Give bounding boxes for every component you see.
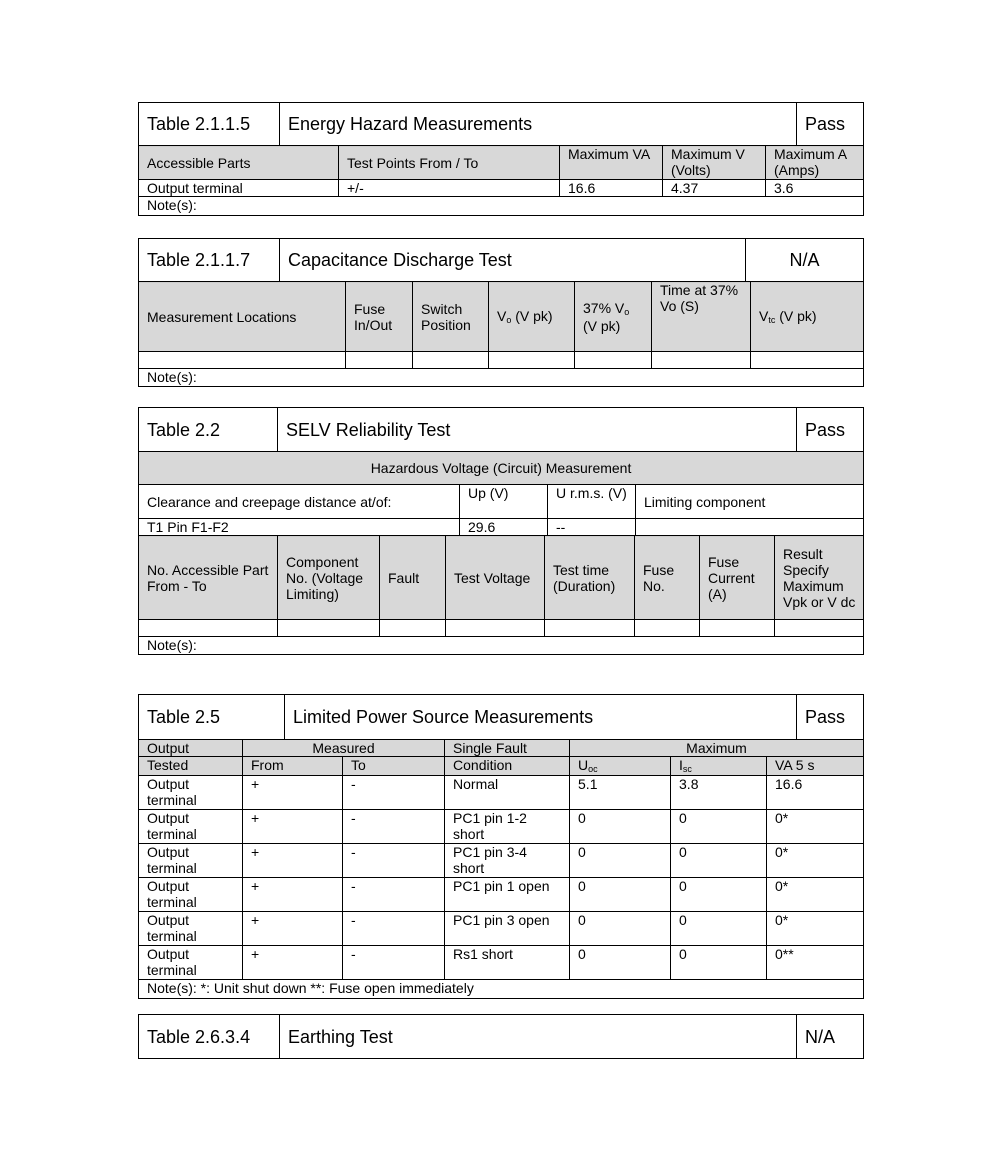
- cell: +: [243, 946, 343, 980]
- col-header: Output: [139, 740, 243, 757]
- cell: 16.6: [767, 776, 864, 810]
- col-header-uoc: $U_{oc}$: [570, 757, 671, 776]
- table-verdict: Pass: [797, 408, 864, 452]
- table-selv-reliability: [138, 407, 863, 655]
- cell: 0: [570, 844, 671, 878]
- col-header: Accessible Parts: [139, 146, 339, 180]
- table-row: [139, 810, 864, 844]
- cell: Output terminal: [139, 878, 243, 912]
- cell: 5.1: [570, 776, 671, 810]
- cell: 0*: [767, 810, 864, 844]
- col-header: Up (V): [460, 485, 548, 519]
- cell: 0*: [767, 912, 864, 946]
- col-header: Maximum A (Amps): [766, 146, 864, 180]
- col-header: From: [243, 757, 343, 776]
- table-energy-hazard: [138, 102, 863, 216]
- col-header-vo: $V_o$ (V pk): [489, 282, 575, 352]
- col-header: Test Points From / To: [339, 146, 560, 180]
- table-verdict: N/A: [797, 1015, 864, 1059]
- cell: 0: [671, 912, 767, 946]
- cell: 3.8: [671, 776, 767, 810]
- col-header-isc: $I_{sc}$: [671, 757, 767, 776]
- cell: +: [243, 810, 343, 844]
- col-header: Maximum VA: [560, 146, 663, 180]
- cell: PC1 pin 1-2 short: [445, 810, 570, 844]
- table-title: Limited Power Source Measurements: [285, 695, 797, 740]
- cell: Output terminal: [139, 810, 243, 844]
- cell: 0: [671, 946, 767, 980]
- cell: 0: [671, 810, 767, 844]
- cell: 16.6: [560, 180, 663, 197]
- cell: PC1 pin 1 open: [445, 878, 570, 912]
- table-row: [139, 352, 864, 369]
- cell: 29.6: [460, 519, 548, 536]
- cell: --: [548, 519, 636, 536]
- col-header: To: [343, 757, 445, 776]
- cell: PC1 pin 3-4 short: [445, 844, 570, 878]
- cell: -: [343, 844, 445, 878]
- cell: Normal: [445, 776, 570, 810]
- table-number: Table 2.5: [139, 695, 285, 740]
- table-note: Note(s):: [139, 637, 864, 655]
- col-header: VA 5 s: [767, 757, 864, 776]
- cell: -: [343, 776, 445, 810]
- cell: Rs1 short: [445, 946, 570, 980]
- col-header: Result Specify Maximum Vpk or V dc: [775, 536, 864, 620]
- subtitle: Hazardous Voltage (Circuit) Measurement: [139, 452, 864, 485]
- cell: +: [243, 878, 343, 912]
- col-header: Test time (Duration): [545, 536, 635, 620]
- cell: Output terminal: [139, 946, 243, 980]
- cell: -: [343, 946, 445, 980]
- col-header: Tested: [139, 757, 243, 776]
- col-header: Test Voltage: [446, 536, 545, 620]
- col-header: Fault: [380, 536, 446, 620]
- col-header: Switch Position: [413, 282, 489, 352]
- cell: -: [343, 810, 445, 844]
- table-note: Note(s): *: Unit shut down **: Fuse open immediately: [139, 980, 864, 999]
- table-row: [139, 844, 864, 878]
- cell: 4.37: [663, 180, 766, 197]
- cell: +: [243, 776, 343, 810]
- table-title: Capacitance Discharge Test: [280, 239, 746, 282]
- col-header: Maximum V (Volts): [663, 146, 766, 180]
- table-row: [139, 912, 864, 946]
- cell: 0: [570, 878, 671, 912]
- table-title: Energy Hazard Measurements: [280, 103, 797, 146]
- table-row: [139, 776, 864, 810]
- cell: +: [243, 844, 343, 878]
- table-title: Earthing Test: [280, 1015, 797, 1059]
- table-limited-power-source: [138, 694, 863, 999]
- cell: +: [243, 912, 343, 946]
- cell: PC1 pin 3 open: [445, 912, 570, 946]
- table-note: Note(s):: [139, 369, 864, 387]
- col-header: Limiting component: [636, 485, 864, 519]
- table-row: [139, 946, 864, 980]
- cell: Output terminal: [139, 776, 243, 810]
- cell: Output terminal: [139, 180, 339, 197]
- cell: -: [343, 912, 445, 946]
- table-number: Table 2.1.1.7: [139, 239, 280, 282]
- table-number: Table 2.6.3.4: [139, 1015, 280, 1059]
- cell: [636, 519, 864, 536]
- cell: 0**: [767, 946, 864, 980]
- col-header: Measured: [243, 740, 445, 757]
- table-number: Table 2.2: [139, 408, 278, 452]
- col-header: Fuse In/Out: [346, 282, 413, 352]
- col-header: Maximum: [570, 740, 864, 757]
- cell: 0: [671, 844, 767, 878]
- col-header: U r.m.s. (V): [548, 485, 636, 519]
- col-header: Measurement Locations: [139, 282, 346, 352]
- cell: 0*: [767, 878, 864, 912]
- cell: 0*: [767, 844, 864, 878]
- cell: 0: [570, 912, 671, 946]
- col-header: Single Fault: [445, 740, 570, 757]
- col-header-vtc: $V_{tc}$ (V pk): [751, 282, 864, 352]
- table-row: [139, 180, 864, 197]
- table-row: [139, 519, 864, 536]
- table-row: [139, 878, 864, 912]
- cell: Output terminal: [139, 844, 243, 878]
- col-header-v37: 37% $V_o$ (V pk): [575, 282, 652, 352]
- table-number: Table 2.1.1.5: [139, 103, 280, 146]
- cell: 3.6: [766, 180, 864, 197]
- col-header: Fuse No.: [635, 536, 700, 620]
- clearance-label: Clearance and creepage distance at/of:: [139, 485, 460, 519]
- table-title: SELV Reliability Test: [278, 408, 797, 452]
- col-header: Time at 37% Vo (S): [652, 282, 751, 352]
- col-header: Condition: [445, 757, 570, 776]
- cell: -: [343, 878, 445, 912]
- table-verdict: N/A: [746, 239, 864, 282]
- table-earthing-test: [138, 1014, 863, 1059]
- col-header: Component No. (Voltage Limiting): [278, 536, 380, 620]
- col-header: No. Accessible Part From - To: [139, 536, 278, 620]
- table-verdict: Pass: [797, 695, 864, 740]
- table-note: Note(s):: [139, 197, 864, 216]
- cell: T1 Pin F1-F2: [139, 519, 460, 536]
- col-header: Fuse Current (A): [700, 536, 775, 620]
- cell: 0: [671, 878, 767, 912]
- cell: Output terminal: [139, 912, 243, 946]
- table-verdict: Pass: [797, 103, 864, 146]
- cell: 0: [570, 810, 671, 844]
- cell: 0: [570, 946, 671, 980]
- cell: +/-: [339, 180, 560, 197]
- table-row: [139, 620, 864, 637]
- table-capacitance-discharge: [138, 238, 863, 387]
